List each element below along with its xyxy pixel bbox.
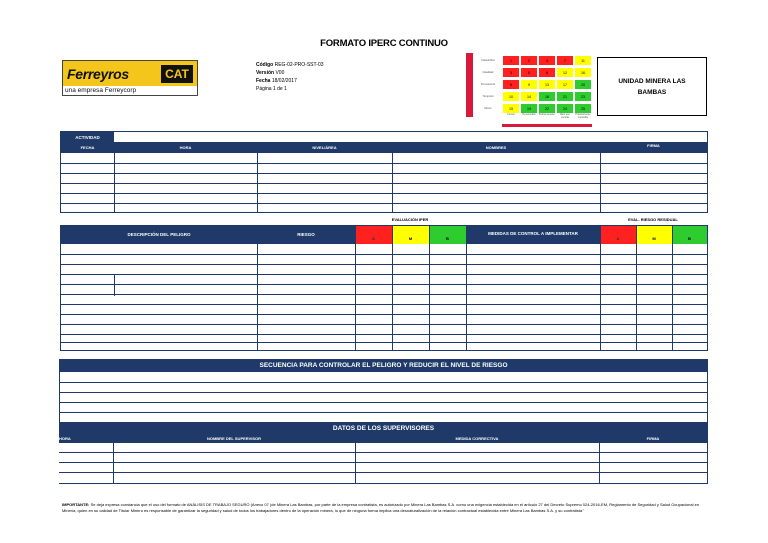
logo-brand: Ferreyros bbox=[67, 66, 129, 82]
matrix-cell: 7 bbox=[556, 55, 574, 66]
activity-table bbox=[60, 131, 708, 213]
matrix-cell: 24 bbox=[556, 103, 574, 114]
fecha-value: 18/02/2017 bbox=[271, 78, 297, 84]
matrix-cell: 10 bbox=[502, 91, 520, 102]
matrix-cell: 17 bbox=[556, 79, 574, 90]
col-hora: HORA bbox=[179, 145, 192, 150]
matrix-cell: 6 bbox=[502, 79, 520, 90]
logo-cat: CAT bbox=[161, 65, 193, 83]
footer-notice-text: Se deja expresa constancia que el uso del formato de ANÁLISIS DE TRABAJO SEGURO (Anexo 07 )de Minera Las Bambas, por parte de la empresa contratista, es autorizado por Minera Las Bambas S.A. como una exigencia establecida en el artículo 27 del Decreto Supremo 024-2016-EM, Reglamento de Seguridad y Salud Ocupacional en Minería, quien en su calidad de Titular Minero es responsable de garantizar la seguridad y salud de todos los trabajadores dentro de la operación minera, lo que de ninguna forma implica una desnaturalización de la relación contractual establecida entre Minera Las Bambas S.A. y su contratista" bbox=[62, 502, 700, 513]
matrix-col-label: Ha sucedido bbox=[522, 113, 536, 116]
sup-col-nombre: NOMBRE DEL SUPERVISOR bbox=[206, 436, 262, 441]
sup-col-medida: MEDIDA CORRECTIVA bbox=[455, 436, 499, 441]
risk-matrix bbox=[466, 53, 590, 133]
hazard-table bbox=[60, 225, 708, 351]
matrix-severity-bar bbox=[466, 53, 473, 117]
version-value: V00 bbox=[275, 70, 285, 76]
eval-b: B bbox=[429, 226, 466, 244]
matrix-cell: 5 bbox=[520, 67, 538, 78]
matrix-cell: 11 bbox=[574, 55, 592, 66]
col-firma: FIRMA bbox=[647, 143, 660, 148]
hazard-header-medidas: MEDIDAS DE CONTROL A IMPLEMENTAR bbox=[466, 226, 600, 244]
matrix-cell: 23 bbox=[574, 91, 592, 102]
document-title: FORMATO IPERC CONTINUO bbox=[320, 38, 448, 49]
supervisors-table bbox=[59, 434, 708, 484]
matrix-cell: 19 bbox=[520, 103, 538, 114]
matrix-cell: 15 bbox=[502, 103, 520, 114]
col-fecha: FECHA bbox=[80, 145, 95, 150]
matrix-col-label: Podría suceder bbox=[538, 113, 556, 116]
matrix-col-label: Común bbox=[507, 113, 515, 116]
matrix-row-label: Permanente bbox=[480, 83, 496, 86]
residual-m: M bbox=[636, 226, 672, 244]
matrix-col-label: Prácticamente imposible bbox=[575, 113, 591, 119]
eval-residual-label: EVAL. RIESGO RESIDUAL bbox=[628, 217, 678, 222]
sequence-title: SECUENCIA PARA CONTROLAR EL PELIGRO Y REDUCIR EL NIVEL DE RIESGO bbox=[59, 359, 708, 371]
eval-a: A bbox=[355, 226, 392, 244]
version-label: Versión bbox=[256, 70, 275, 76]
matrix-cell: 14 bbox=[520, 91, 538, 102]
pagina-text: Página 1 de 1 bbox=[256, 86, 287, 92]
unit-name: UNIDAD MINERA LAS BAMBAS bbox=[618, 77, 686, 96]
matrix-cell: 3 bbox=[502, 67, 520, 78]
matrix-cell: 20 bbox=[574, 79, 592, 90]
residual-a: A bbox=[600, 226, 636, 244]
matrix-cell: 16 bbox=[574, 67, 592, 78]
actividad-label: ACTIVIDAD bbox=[61, 132, 114, 142]
matrix-row-label: Fatalidad bbox=[482, 71, 494, 74]
ferreyros-logo bbox=[62, 60, 198, 96]
hazard-header-desc: DESCRIPCIÓN DEL PELIGRO bbox=[61, 226, 257, 244]
matrix-cell: 22 bbox=[538, 103, 556, 114]
matrix-cell: 2 bbox=[520, 55, 538, 66]
unit-name-box bbox=[597, 57, 707, 116]
document-meta bbox=[256, 61, 324, 93]
matrix-cell: 4 bbox=[538, 55, 556, 66]
matrix-cell: 13 bbox=[538, 79, 556, 90]
codigo-label: Código bbox=[256, 62, 274, 68]
supervisors-title: DATOS DE LOS SUPERVISORES bbox=[59, 423, 708, 434]
residual-b: B bbox=[672, 226, 707, 244]
matrix-row-label: Menor bbox=[484, 107, 492, 110]
eval-m: M bbox=[392, 226, 429, 244]
matrix-cell: 12 bbox=[556, 67, 574, 78]
matrix-row-label: Temporal bbox=[482, 95, 494, 98]
matrix-frequency-bar bbox=[502, 124, 592, 127]
matrix-cell: 18 bbox=[538, 91, 556, 102]
codigo-value: REG-02-PRO-SST-03 bbox=[274, 62, 324, 68]
footer-notice bbox=[62, 502, 712, 513]
matrix-cell: 1 bbox=[502, 55, 520, 66]
matrix-cell: 25 bbox=[574, 103, 592, 114]
col-nivel-area: NIVEL/ÁREA bbox=[312, 145, 337, 150]
sequence-table bbox=[59, 371, 708, 423]
evaluacion-iper-label: EVALUACIÓN IPER bbox=[391, 217, 429, 222]
logo-tagline: una empresa Ferreycorp bbox=[63, 86, 197, 95]
matrix-row-label: Catastrófico bbox=[481, 59, 495, 62]
footer-important-label: IMPORTANTE: bbox=[62, 502, 90, 507]
fecha-label: Fecha bbox=[256, 78, 271, 84]
matrix-cell: 21 bbox=[556, 91, 574, 102]
sup-col-hora: HORA bbox=[59, 436, 71, 441]
hazard-header-riesgo: RIESGO bbox=[257, 226, 355, 244]
col-nombres: NOMBRES bbox=[485, 145, 507, 150]
matrix-cell: 8 bbox=[538, 67, 556, 78]
sup-col-firma: FIRMA bbox=[646, 436, 660, 441]
matrix-cell: 9 bbox=[520, 79, 538, 90]
matrix-col-label: Raro que suceda bbox=[560, 113, 570, 119]
